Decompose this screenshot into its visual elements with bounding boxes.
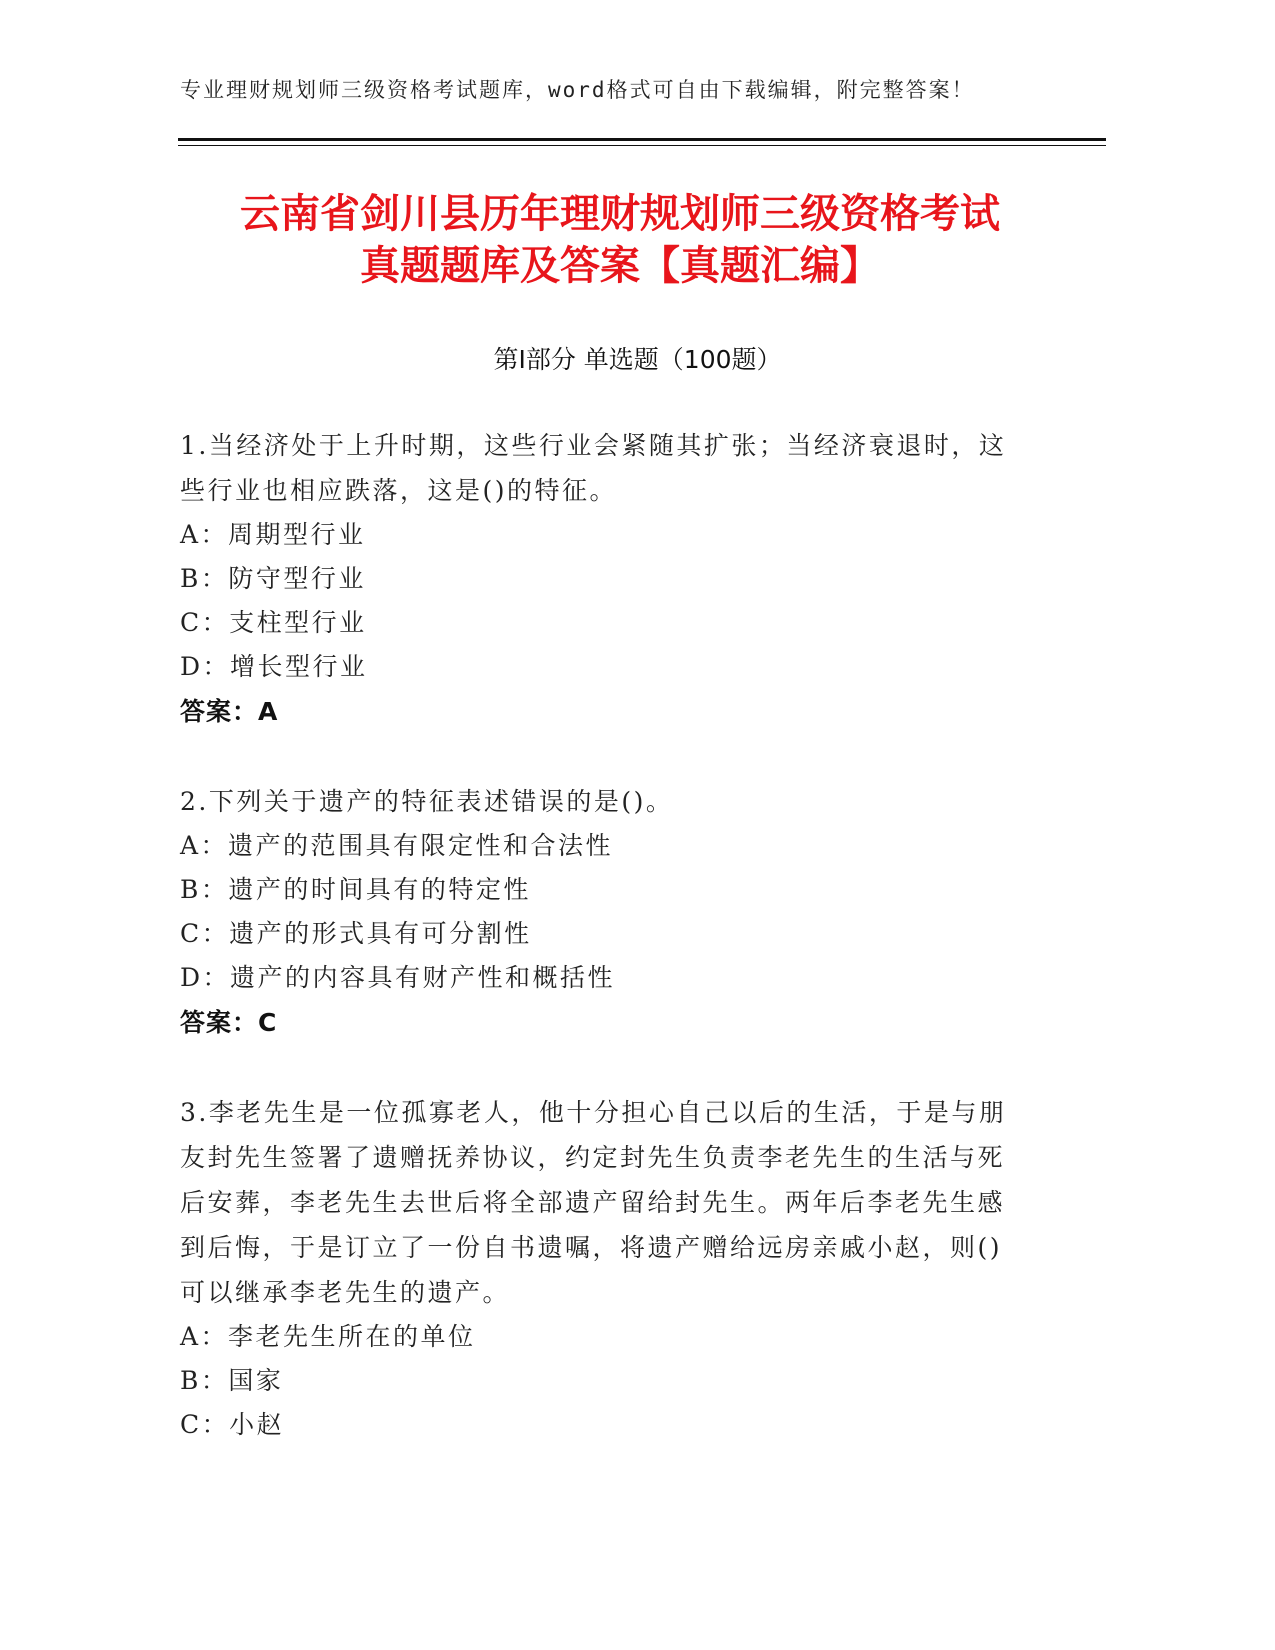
option-a: A：周期型行业	[180, 520, 366, 549]
document-title	[120, 188, 1120, 292]
question-1	[180, 423, 1020, 735]
option-c: C：支柱型行业	[180, 608, 367, 637]
question-2	[180, 779, 1020, 1046]
title-line-1: 云南省剑川县历年理财规划师三级资格考试	[240, 191, 1000, 237]
question-stem: 3.李老先生是一位孤寡老人，他十分担心自己以后的生活，于是与朋友封先生签署了遗赠抚养协议，约定封先生负责李老先生的生活与死后安葬，李老先生去世后将全部遗产留给封先生。两年后李老先生感到后悔，于是订立了一份自书遗嘱，将遗产赠给远房亲戚小赵，则()可以继承李老先生的遗产。	[180, 1098, 1007, 1307]
option-a: A：遗产的范围具有限定性和合法性	[180, 831, 614, 860]
option-d: D：增长型行业	[180, 652, 368, 681]
answer: 答案：C	[180, 1008, 278, 1037]
title-line-2: 真题题库及答案【真题汇编】	[360, 243, 880, 289]
answer: 答案：A	[180, 697, 279, 726]
option-c: C：小赵	[180, 1410, 285, 1439]
header-rule-thin	[178, 145, 1106, 146]
question-stem: 1.当经济处于上升时期，这些行业会紧随其扩张；当经济衰退时，这些行业也相应跌落，这是()的特征。	[180, 431, 1007, 505]
option-b: B：防守型行业	[180, 564, 366, 593]
option-b: B：国家	[180, 1366, 284, 1395]
question-list	[180, 423, 1020, 1491]
option-a: A：李老先生所在的单位	[180, 1322, 476, 1351]
option-b: B：遗产的时间具有的特定性	[180, 875, 531, 904]
header-rule-thick	[178, 138, 1106, 141]
option-d: D：遗产的内容具有财产性和概括性	[180, 963, 616, 992]
option-c: C：遗产的形式具有可分割性	[180, 919, 532, 948]
question-stem: 2.下列关于遗产的特征表述错误的是()。	[180, 787, 674, 816]
question-3	[180, 1090, 1020, 1447]
header-note: 专业理财规划师三级资格考试题库，word格式可自由下载编辑，附完整答案！	[180, 78, 975, 102]
section-heading: 第Ⅰ部分 单选题（100题）	[493, 345, 782, 374]
